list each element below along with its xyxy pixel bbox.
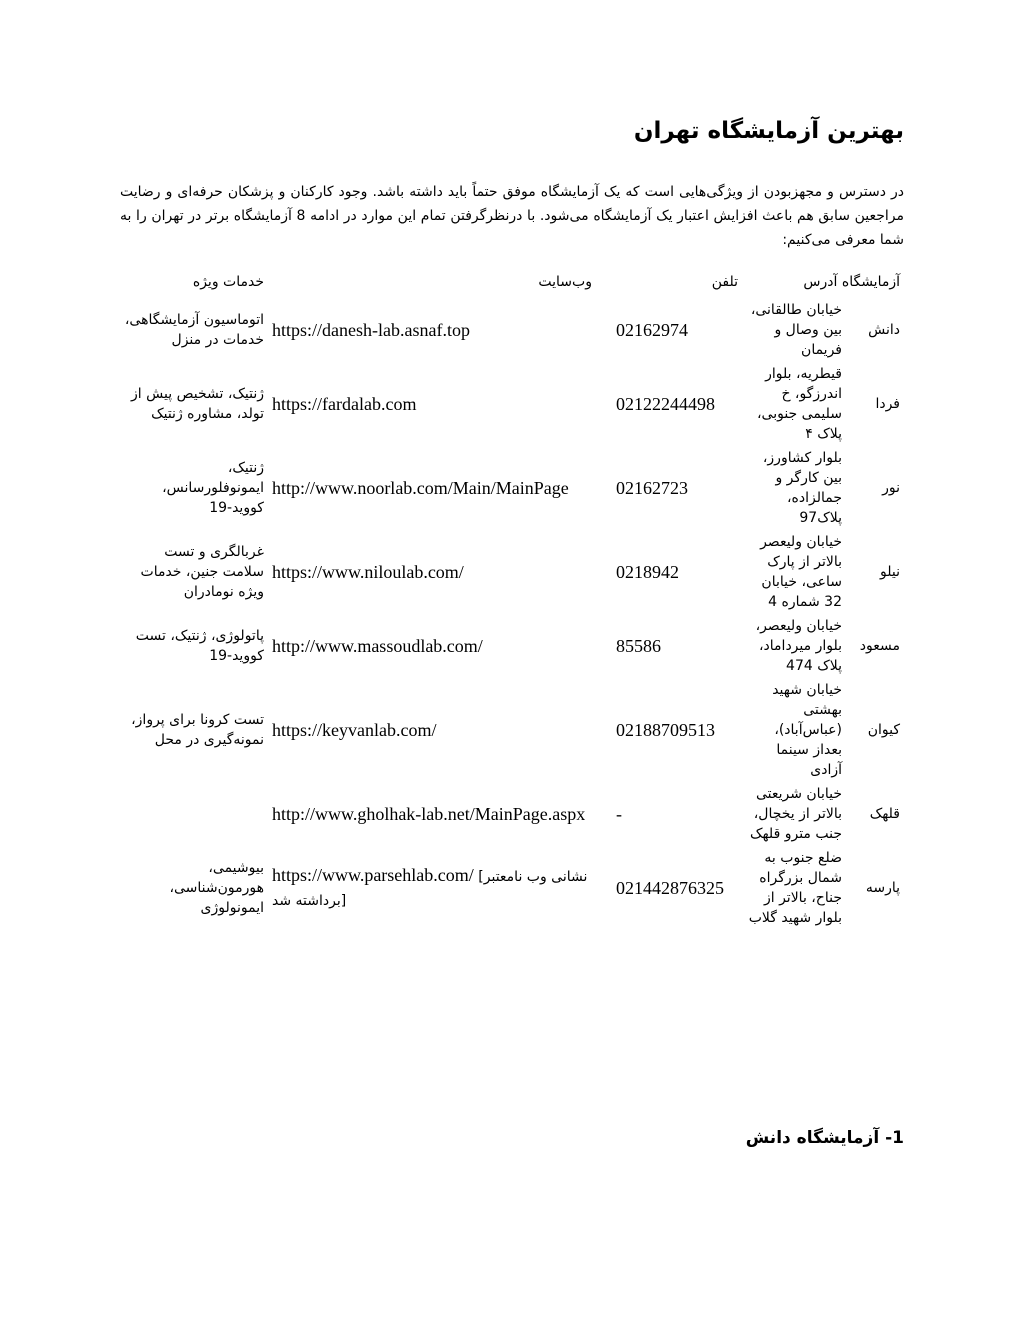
lab-services: تست کرونا برای پرواز، نمونه‌گیری در محل: [131, 712, 264, 748]
lab-services: اتوماسیون آزمایشگاهی، خدمات در منزل: [124, 312, 264, 348]
section-heading: 1- آزمایشگاه دانش: [745, 1128, 904, 1148]
table-row: [120, 678, 904, 782]
lab-name: مسعود: [859, 638, 900, 654]
lab-name: پارسه: [865, 880, 900, 896]
lab-phone: 021442876325: [615, 878, 724, 898]
lab-services: [120, 782, 268, 846]
header-website: وب‌سایت: [538, 274, 592, 290]
lab-address: خیابان شریعتی بالاتر از یخچال، جنب مترو قلهک: [749, 786, 842, 842]
page-title: بهترین آزمایشگاه تهران: [633, 118, 904, 144]
lab-website-link[interactable]: https://fardalab.com: [271, 394, 417, 414]
lab-website-link[interactable]: https://danesh-lab.asnaf.top: [271, 320, 470, 340]
header-services: خدمات ویژه: [192, 274, 264, 290]
lab-services: بیوشیمی، هورمون‌شناسی، ایمونولوژی: [169, 860, 264, 916]
header-phone: تلفن: [711, 274, 738, 290]
lab-address: خیابان طالقانی، بین وصال و فریمان: [750, 302, 842, 358]
lab-phone: -: [615, 804, 622, 824]
table-row: [120, 446, 904, 530]
lab-phone: 85586: [615, 636, 661, 656]
lab-phone: 02122244498: [615, 394, 715, 414]
document-page: [120, 0, 904, 1325]
lab-website-link[interactable]: https://www.parsehlab.com/: [271, 865, 474, 885]
lab-address: بلوار کشاورز، بین کارگر و جمالزاده، پلاک97: [762, 450, 842, 526]
table-header-row: [120, 270, 904, 298]
table-row: [120, 298, 904, 362]
lab-name: نور: [882, 480, 900, 496]
table-row: [120, 530, 904, 614]
table-row: [120, 362, 904, 446]
header-lab: آزمایشگاه: [841, 274, 900, 290]
lab-phone: 02162974: [615, 320, 688, 340]
lab-name: فردا: [875, 396, 900, 412]
lab-phone: 02188709513: [615, 720, 715, 740]
lab-website-cell: [268, 846, 612, 930]
intro-paragraph: در دسترس و مجهزبودن از ویژگی‌هایی است که یک آزمایشگاه موفق حتماً باید داشته باشد. وجود کارکنان و پزشکان حرفه‌ای و رضایت مراجعین سابق هم باعث افزایش اعتبار یک آزمایشگاه می‌شود. با درنظرگرفتن تمام این موارد در ادامه 8 آزمایشگاه برتر در تهران را به شما معرفی می‌کنیم:: [120, 184, 904, 248]
lab-website-link[interactable]: http://www.noorlab.com/Main/MainPage: [271, 478, 569, 498]
lab-name: کیوان: [867, 722, 900, 738]
table-row: [120, 614, 904, 678]
lab-services: غربالگری و تست سلامت جنین، خدمات ویژه نومادران: [140, 544, 264, 600]
table-row: [120, 846, 904, 930]
lab-website-link[interactable]: http://www.gholhak-lab.net/MainPage.aspx: [271, 804, 586, 824]
lab-services: پاتولوژی، ژنتیک، تست کووید-19: [135, 628, 264, 664]
table-row: [120, 782, 904, 846]
lab-name: دانش: [868, 322, 900, 338]
header-address: آدرس: [803, 274, 838, 290]
lab-website-link[interactable]: https://www.niloulab.com/: [271, 562, 464, 582]
lab-name: نیلو: [880, 564, 900, 580]
lab-phone: 02162723: [615, 478, 688, 498]
lab-address: قیطریه، بلوار اندرزگو، خ سلیمی جنوبی، پلاک ۴: [757, 366, 842, 442]
lab-phone: 0218942: [615, 562, 679, 582]
lab-address: ضلع جنوب به شمال بزرگراه جناح، بالاتر از بلوار شهید گلاب: [748, 850, 842, 926]
invalid-url-note: [نشانی وب نامعتبر برداشته شد]: [271, 869, 588, 909]
lab-address: خیابان ولیعصر بالاتر از پارک ساعی، خیابان 32 شماره 4: [760, 534, 842, 610]
lab-address: خیابان شهید بهشتی (عباس‌آباد)، بعداز سینما آزادی: [772, 682, 842, 778]
lab-website-link[interactable]: https://keyvanlab.com/: [271, 720, 437, 740]
labs-table: [120, 270, 904, 930]
lab-website-link[interactable]: http://www.massoudlab.com/: [271, 636, 483, 656]
lab-address: خیابان ولیعصر، بلوار میرداماد، پلاک 474: [755, 618, 842, 674]
lab-services: ژنتیک، ایمونوفلورسانس، کووید-19: [162, 460, 264, 516]
lab-services: ژنتیک، تشخیص پیش از تولد، مشاوره ژنتیک: [131, 386, 264, 422]
header-lab-address: [742, 270, 904, 298]
lab-name: قلهک: [869, 806, 900, 822]
